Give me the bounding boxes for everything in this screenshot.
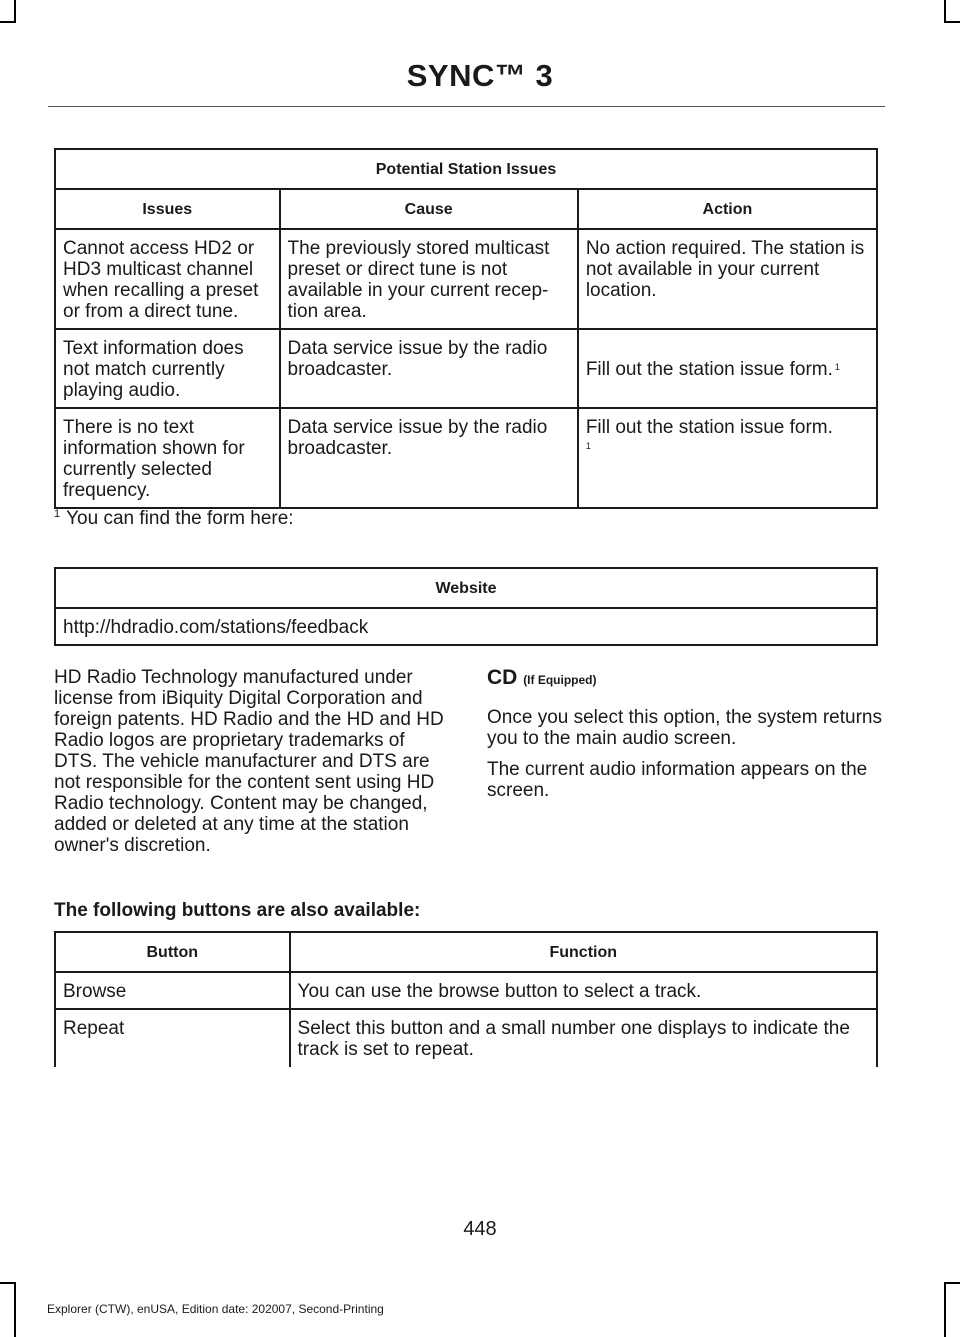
button-cell: Repeat [55,1009,290,1067]
action-cell: No action required. The station is not available in your current location. [578,229,877,329]
website-url[interactable]: http://hdradio.com/stations/feedback [55,608,877,645]
column-header-issues: Issues [55,189,280,229]
table-caption: Potential Station Issues [55,149,877,189]
button-cell: Browse [55,972,290,1009]
crop-mark [14,1282,16,1337]
crop-mark [944,0,946,22]
crop-mark [944,1282,960,1284]
action-text: Fill out the station issue form. [585,359,833,380]
crop-mark [944,1282,946,1337]
column-header-action: Action [578,189,877,229]
table-row [55,1009,877,1067]
footer-edition-text: Explorer (CTW), enUSA, Edition date: 202007, Second-Printing [47,1302,384,1316]
cause-cell: Data service issue by the radio broadcaster. [280,408,578,508]
crop-mark [14,0,16,22]
function-cell: Select this button and a small number one displays to indicate the track is set to repeat. [290,1009,877,1067]
crop-mark [0,1282,16,1284]
table-row [55,972,877,1009]
crop-mark [0,21,16,23]
station-issues-table [54,148,878,509]
buttons-table [54,931,878,1067]
page-header-title: SYNC™ 3 [406,58,554,93]
crop-mark [944,21,960,23]
website-table [54,567,878,646]
cd-heading [487,667,882,691]
action-cell [578,329,877,408]
table-row [55,608,877,645]
issue-cell: There is no text information shown for currently selected frequency. [55,408,280,508]
column-header-cause: Cause [280,189,578,229]
cause-cell: Data service issue by the radio broadcaster. [280,329,578,408]
cause-cell: The previously stored multicast preset or direct tune is not available in your current recep- tion area. [280,229,578,329]
action-text: Fill out the station issue form. [585,417,833,438]
footnote-marker: 1 [54,508,61,520]
table-row [55,408,877,508]
buttons-heading: The following buttons are also available: [54,900,421,921]
column-header-function: Function [290,932,877,972]
footnote-reference: 1 [585,441,591,451]
hd-radio-paragraph: HD Radio Technology manufactured under license from iBiquity Digital Corporation and foreign patents. HD Radio and the HD and HD Radio logos are proprietary trademarks of DTS. The vehicle manufacturer and DTS are not responsible for the content sent using HD Radio technology. Content may be changed, added or deleted at any time at the station owner's discretion. [54,667,444,856]
cd-paragraph: Once you select this option, the system returns you to the main audio screen. [487,707,882,749]
footnote-text: You can find the form here: [66,508,294,529]
cd-title: CD [487,666,518,689]
header-divider [48,106,885,107]
footnote [54,508,294,530]
cd-section [487,667,882,811]
table-row [55,329,877,408]
page-number: 448 [463,1218,497,1240]
column-header-button: Button [55,932,290,972]
cd-paragraph: The current audio information appears on the screen. [487,759,868,801]
column-header-website: Website [55,568,877,608]
function-cell: You can use the browse button to select a track. [290,972,877,1009]
cd-qualifier: (If Equipped) [523,673,597,687]
issue-cell: Cannot access HD2 or HD3 multicast channel when recalling a preset or from a direct tune. [55,229,280,329]
table-row [55,229,877,329]
issue-cell: Text information does not match currently playing audio. [55,329,280,408]
action-cell [578,408,877,508]
footnote-reference: 1 [834,362,840,372]
